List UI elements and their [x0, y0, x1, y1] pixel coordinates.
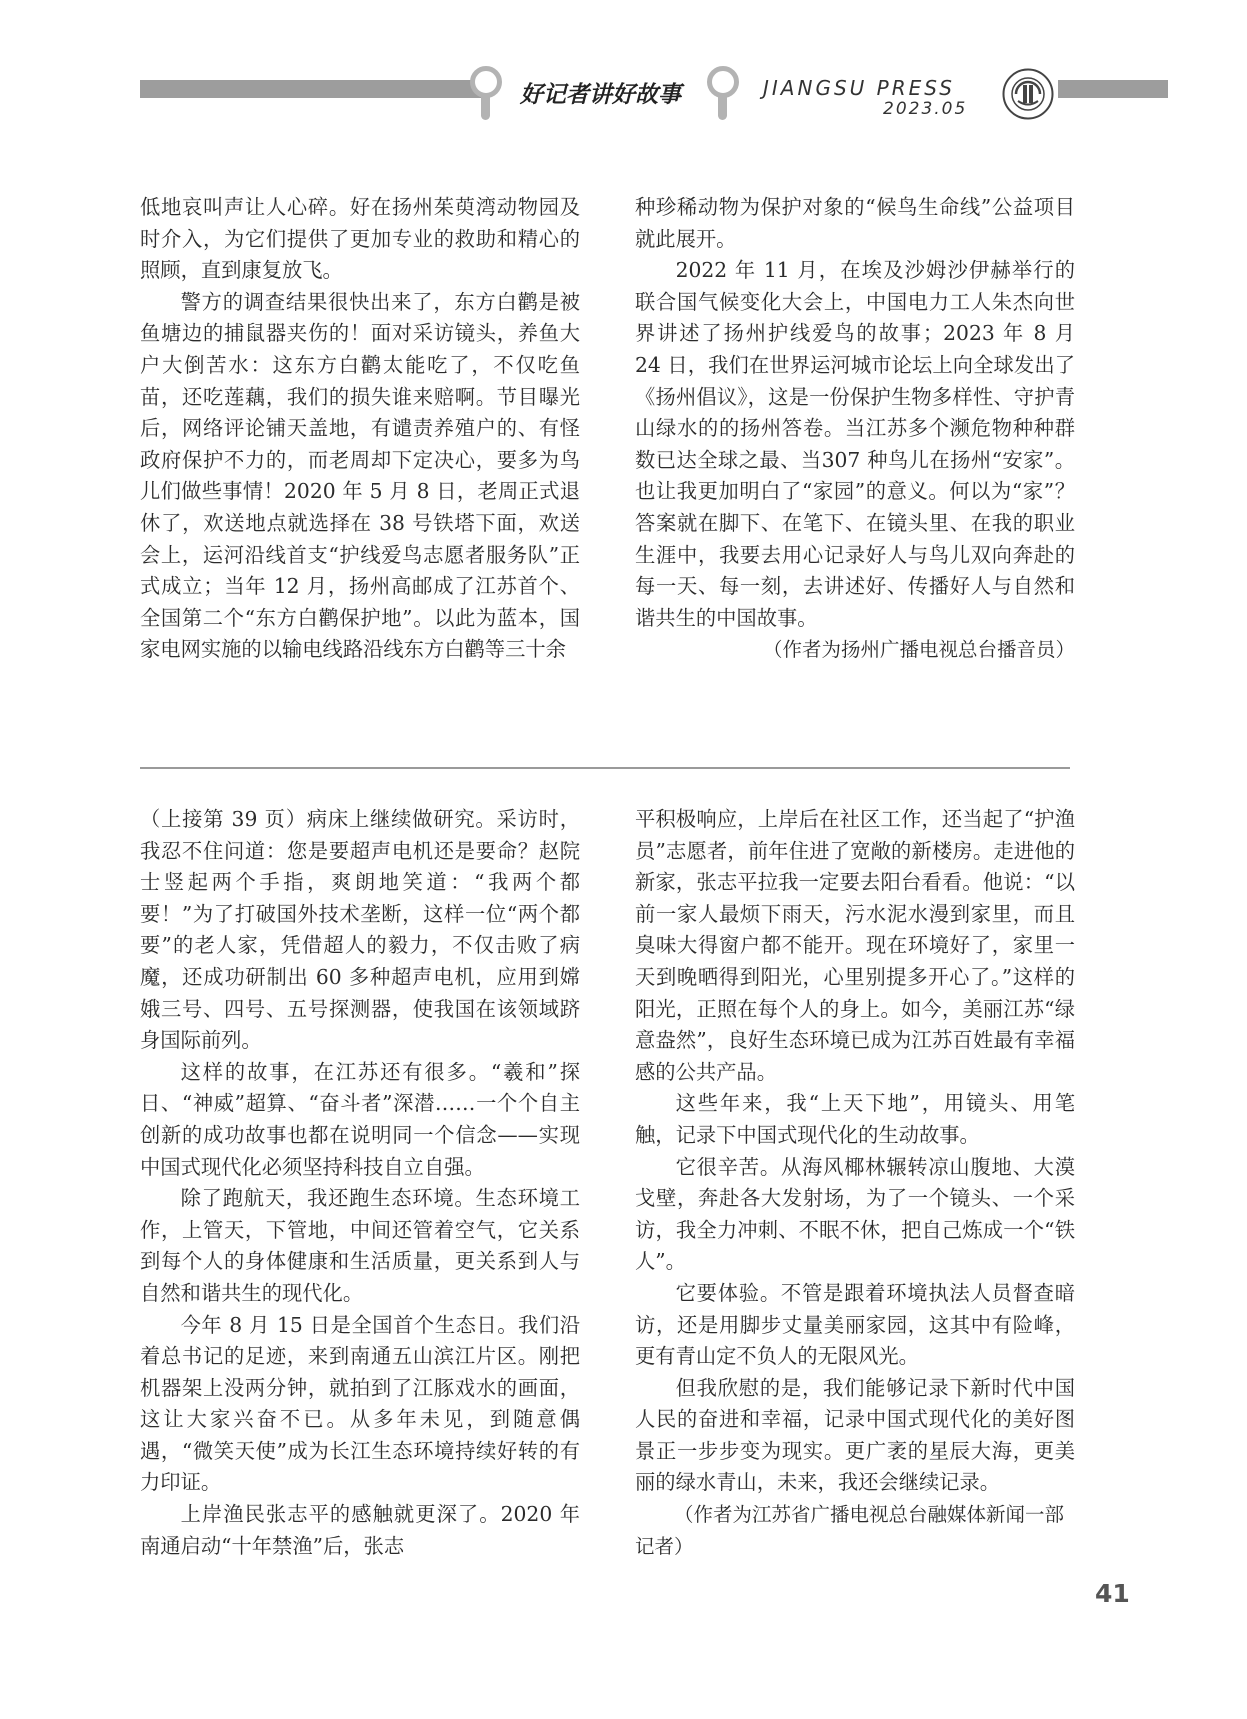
paragraph: 上岸渔民张志平的感触就更深了。2020 年南通启动“十年禁渔”后，张志	[140, 1502, 580, 1558]
page-number: 41	[1095, 1579, 1130, 1608]
article-bottom-left-column	[140, 804, 580, 1562]
author-credit: （作者为扬州广播电视总台播音员）	[762, 638, 1075, 662]
paragraph: 今年 8 月 15 日是全国首个生态日。我们沿着总书记的足迹，来到南通五山滨江片区。刚把机器架上没两分钟，就拍到了江豚戏水的画面，这让大家兴奋不已。从多年未见，到随意偶遇，“微笑天使”成为长江生态环境持续好转的有力印证。	[140, 1312, 580, 1495]
paragraph: 这样的故事，在江苏还有很多。“羲和”探日、“神威”超算、“奋斗者”深潜……一个个自主创新的成功故事也都在说明同一个信念——实现中国式现代化必须坚持科技自立自强。	[140, 1059, 580, 1179]
paragraph: 警方的调查结果很快出来了，东方白鹳是被鱼塘边的捕鼠器夹伤的！面对采访镜头，养鱼大户大倒苦水：这东方白鹳太能吃了，不仅吃鱼苗，还吃莲藕，我们的损失谁来赔啊。节目曝光后，网络评论铺天盖地，有谴责养殖户的、有怪政府保护不力的，而老周却下定决心，要多为鸟儿们做些事情！2020 年 5 月 8 日，老周正式退休了，欢送地点就选择在 38 号铁塔下面，欢送会上，运河沿线首支“护线爱鸟志愿者服务队”正式成立；当年 12 月，扬州高邮成了江苏首个、全国第二个“东方白鹳保护地”。以此为蓝本，国家电网实施的以输电线路沿线东方白鹳等三十余	[140, 289, 580, 662]
paragraph: 这些年来，我“上天下地”，用镜头、用笔触，记录下中国式现代化的生动故事。	[635, 1091, 1075, 1147]
article-divider	[140, 767, 1070, 769]
magazine-name: JIANGSU PRESS	[763, 76, 955, 100]
header-bar-right	[1058, 80, 1168, 98]
magazine-issue: 2023.05	[883, 99, 968, 119]
article-top-left-column	[140, 192, 580, 666]
jiangsu-press-seal-icon	[1002, 68, 1054, 120]
paragraph: 除了跑航天，我还跑生态环境。生态环境工作，上管天，下管地，中间还管着空气，它关系到每个人的身体健康和生活质量，更关系到人与自然和谐共生的现代化。	[140, 1186, 580, 1305]
article-bottom-right-column	[635, 804, 1075, 1562]
paragraph: 2022 年 11 月，在埃及沙姆沙伊赫举行的联合国气候变化大会上，中国电力工人朱杰向世界讲述了扬州护线爱鸟的故事；2023 年 8 月 24 日，我们在世界运河城市论坛上向全球发出了《扬州倡议》，这是一份保护生物多样性、守护青山绿水的的扬州答卷。当江苏多个濒危物种种群数已达全球之最、当307 种鸟儿在扬州“安家”。也让我更加明白了“家园”的意义。何以为“家”？答案就在脚下、在笔下、在镜头里、在我的职业生涯中，我要去用心记录好人与鸟儿双向奔赴的每一天、每一刻，去讲述好、传播好人与自然和谐共生的中国故事。	[635, 258, 1075, 630]
section-title: 好记者讲好故事	[520, 82, 681, 108]
paragraph: 平积极响应，上岸后在社区工作，还当起了“护渔员”志愿者，前年住进了宽敞的新楼房。走进他的新家，张志平拉我一定要去阳台看看。他说：“以前一家人最烦下雨天，污水泥水漫到家里，而且臭味大得窗户都不能开。现在环境好了，家里一天到晚晒得到阳光，心里别提多开心了。”这样的阳光，正照在每个人的身上。如今，美丽江苏“绿意盎然”，良好生态环境已成为江苏百姓最有幸福感的公共产品。	[635, 807, 1075, 1084]
article-top-right-column	[635, 192, 1075, 666]
paragraph: （上接第 39 页）病床上继续做研究。采访时，我忍不住问道：您是要超声电机还是要命？赵院士竖起两个手指，爽朗地笑道：“我两个都要！”为了打破国外技术垄断，这样一位“两个都要”的老人家，凭借超人的毅力，不仅击败了病魔，还成功研制出 60 多种超声电机，应用到嫦娥三号、四号、五号探测器，使我国在该领域跻身国际前列。	[140, 807, 580, 1053]
paragraph: 种珍稀动物为保护对象的“候鸟生命线”公益项目就此展开。	[635, 195, 1075, 251]
header-bar-left	[140, 80, 485, 98]
author-credit: （作者为江苏省广播电视总台融媒体新闻一部记者）	[635, 1503, 1065, 1558]
paragraph: 低地哀叫声让人心碎。好在扬州茱萸湾动物园及时介入，为它们提供了更加专业的救助和精心的照顾，直到康复放飞。	[140, 195, 580, 283]
pin-marker-icon	[707, 66, 737, 120]
paragraph: 它要体验。不管是跟着环境执法人员督查暗访，还是用脚步丈量美丽家园，这其中有险峰，更有青山定不负人的无限风光。	[635, 1280, 1075, 1369]
paragraph: 但我欣慰的是，我们能够记录下新时代中国人民的奋进和幸福，记录中国式现代化的美好图景正一步步变为现实。更广袤的星辰大海，更美丽的绿水青山，未来，我还会继续记录。	[635, 1375, 1075, 1495]
paragraph: 它很辛苦。从海风椰林辗转凉山腹地、大漠戈壁，奔赴各大发射场，为了一个镜头、一个采访，我全力冲刺、不眠不休，把自己炼成一个“铁人”。	[635, 1154, 1075, 1274]
pin-marker-icon	[470, 66, 500, 120]
